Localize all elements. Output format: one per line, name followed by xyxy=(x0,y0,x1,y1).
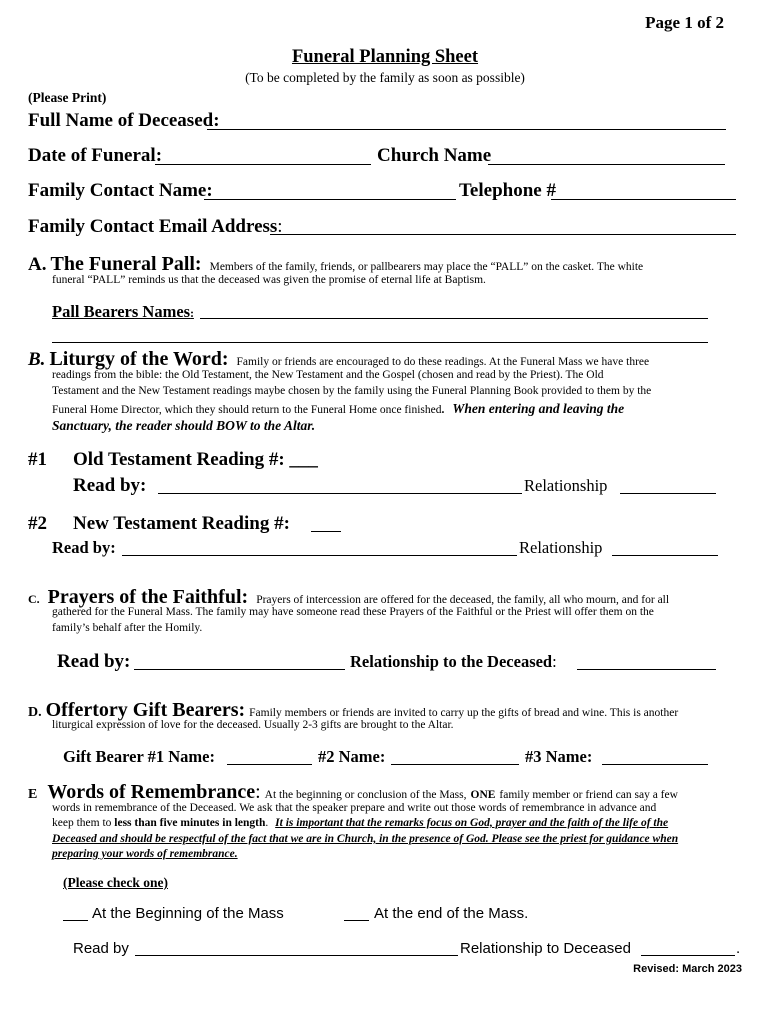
section-e-five-minutes: less than five minutes in length xyxy=(114,817,266,829)
bow-instruction-part1: When entering and leaving the xyxy=(452,401,625,416)
section-b-line4-row xyxy=(52,400,624,418)
section-c-text-line3: family’s behalf after the Homily. xyxy=(52,622,203,634)
gift-bearer-3-field[interactable] xyxy=(602,764,708,765)
section-e-title: Words of Remembrance xyxy=(47,781,256,803)
section-c-text-line2: gathered for the Funeral Mass. The family may have someone read these Prayers of the Faithful or the Priest will offer them on the xyxy=(52,606,654,618)
reading-2-relationship-label: Relationship xyxy=(519,538,603,557)
section-a-text-line1: Members of the family, friends, or pallbearers may place the “PALL” on the casket. The white xyxy=(209,261,644,273)
page-subtitle: (To be completed by the family as soon as possible) xyxy=(245,70,525,85)
section-a-letter: A. xyxy=(28,254,47,275)
reading-2-relationship-field[interactable] xyxy=(612,555,718,556)
option-end-checkbox[interactable] xyxy=(344,920,369,921)
remembrance-relationship-label: Relationship to Deceased xyxy=(460,940,631,957)
section-b-line4-period: . xyxy=(441,404,445,416)
section-b-text-line2: readings from the bible: the Old Testament, the New Testament and the Gospel (chosen and read by the Priest). The Old xyxy=(52,369,604,381)
gift-bearer-3-label: #3 Name: xyxy=(525,747,593,766)
section-e-text-line1b: family member or friend can say a few xyxy=(499,789,678,801)
full-name-field[interactable] xyxy=(207,129,726,130)
section-e-line3-row xyxy=(52,817,668,829)
reading-1-number-field[interactable]: ___ xyxy=(289,449,318,470)
gift-bearer-2-field[interactable] xyxy=(391,764,519,765)
prayers-relationship-colon: : xyxy=(552,652,557,671)
family-contact-name-label: Family Contact Name: xyxy=(28,180,213,201)
pall-bearers-field-2[interactable] xyxy=(52,342,708,343)
email-label-row xyxy=(28,216,283,238)
pall-bearers-field-1[interactable] xyxy=(200,318,708,319)
section-e-heading xyxy=(28,781,678,804)
section-e-emphasis-line3: It is important that the remarks focus on God, prayer and the faith of the life of the xyxy=(275,817,669,829)
reading-2-read-by-label: Read by: xyxy=(52,538,116,557)
prayers-read-by-label: Read by: xyxy=(57,651,131,672)
church-name-field[interactable] xyxy=(488,164,725,165)
check-one-note: (Please check one) xyxy=(63,875,168,890)
section-e-text-line3a: keep them to xyxy=(52,817,112,829)
reading-1-read-by-label: Read by: xyxy=(73,475,147,496)
reading-2-number: #2 xyxy=(28,513,47,534)
section-b-heading xyxy=(28,348,649,371)
page-number: Page 1 of 2 xyxy=(645,13,724,32)
section-b-title: Liturgy of the Word: xyxy=(49,348,229,370)
telephone-field[interactable] xyxy=(551,199,736,200)
prayers-read-by-field[interactable] xyxy=(134,669,345,670)
reading-1-relationship-field[interactable] xyxy=(620,493,716,494)
email-colon: : xyxy=(277,216,283,237)
section-d-title: Offertory Gift Bearers: xyxy=(45,699,246,721)
section-b-text-line4: Funeral Home Director, which they should return to the Funeral Home once finished xyxy=(52,404,442,416)
full-name-label: Full Name of Deceased: xyxy=(28,110,220,131)
gift-bearer-1-label: Gift Bearer #1 Name: xyxy=(63,747,215,766)
section-e-emphasis-line4: Deceased and should be respectful of the fact that we are in Church, in the presence of God. Please see the priest for guidance when xyxy=(52,833,679,845)
date-of-funeral-field[interactable] xyxy=(155,164,371,165)
pall-bearers-label: Pall Bearers Names xyxy=(52,302,191,321)
reading-2-number-field[interactable] xyxy=(311,531,341,532)
pall-bearers-colon: : xyxy=(190,308,194,320)
reading-1-label: Old Testament Reading #: xyxy=(73,449,285,470)
gift-bearer-1-field[interactable] xyxy=(227,764,312,765)
section-c-letter: C. xyxy=(28,592,40,606)
remembrance-read-by-label: Read by xyxy=(73,940,129,957)
option-beginning-label: At the Beginning of the Mass xyxy=(92,905,284,922)
section-c-text-line1: Prayers of intercession are offered for the deceased, the family, all who mourn, and for all xyxy=(256,594,670,606)
reading-2-label: New Testament Reading #: xyxy=(73,513,290,534)
option-end-label: At the end of the Mass. xyxy=(374,905,529,922)
prayers-relationship-row xyxy=(350,652,557,672)
remembrance-final-period: . xyxy=(736,940,741,957)
section-e-text-line2: words in remembrance of the Deceased. We ask that the speaker prepare and write out those words of remembrance in advance and xyxy=(52,802,657,814)
email-field[interactable] xyxy=(270,234,736,235)
pall-bearers-label-row xyxy=(52,302,194,322)
gift-bearer-2-label: #2 Name: xyxy=(318,747,386,766)
remembrance-relationship-field[interactable] xyxy=(641,955,735,956)
reading-1-label-row xyxy=(73,449,318,471)
section-e-line3-period: . xyxy=(265,817,269,829)
prayers-relationship-label: Relationship to the Deceased xyxy=(350,652,553,671)
section-d-text-line1: Family members or friends are invited to carry up the gifts of bread and wine. This is another xyxy=(249,707,679,719)
reading-1-relationship-label: Relationship xyxy=(524,476,608,495)
option-beginning-checkbox[interactable] xyxy=(63,920,88,921)
please-print-note: (Please Print) xyxy=(28,90,107,105)
reading-1-read-by-field[interactable] xyxy=(158,493,522,494)
family-contact-name-field[interactable] xyxy=(204,199,456,200)
revised-date: Revised: March 2023 xyxy=(633,963,742,975)
page-title: Funeral Planning Sheet xyxy=(291,47,479,67)
prayers-relationship-field[interactable] xyxy=(577,669,716,670)
telephone-label: Telephone # xyxy=(459,180,556,201)
section-b-letter: B. xyxy=(28,349,46,370)
reading-1-number: #1 xyxy=(28,449,47,470)
section-b-text-line3: Testament and the New Testament readings maybe chosen by the family using the Funeral Planning Book provided to them by the xyxy=(52,385,652,397)
section-e-one: ONE xyxy=(470,789,496,801)
email-label: Family Contact Email Address xyxy=(28,216,278,237)
section-e-title-colon: : xyxy=(255,781,261,803)
section-e-emphasis-line5: preparing your words of remembrance. xyxy=(52,848,238,860)
section-c-title: Prayers of the Faithful: xyxy=(47,586,249,608)
reading-2-read-by-field[interactable] xyxy=(122,555,517,556)
section-e-letter: E xyxy=(28,787,38,802)
date-of-funeral-label: Date of Funeral: xyxy=(28,145,163,166)
bow-instruction-part2: Sanctuary, the reader should BOW to the Altar. xyxy=(52,418,316,433)
section-a-heading xyxy=(28,253,643,276)
section-a-text-line2: funeral “PALL” reminds us that the deceased was given the promise of eternal life at Baptism. xyxy=(52,274,486,286)
section-b-text-line1: Family or friends are encouraged to do these readings. At the Funeral Mass we have three xyxy=(236,356,650,368)
section-d-text-line2: liturgical expression of love for the deceased. Usually 2-3 gifts are brought to the Altar. xyxy=(52,719,454,731)
church-name-label: Church Name xyxy=(377,145,492,166)
section-e-text-line1a: At the beginning or conclusion of the Mass, xyxy=(264,789,467,801)
section-a-title: The Funeral Pall: xyxy=(50,253,202,275)
remembrance-read-by-field[interactable] xyxy=(135,955,458,956)
section-d-letter: D. xyxy=(28,705,42,720)
